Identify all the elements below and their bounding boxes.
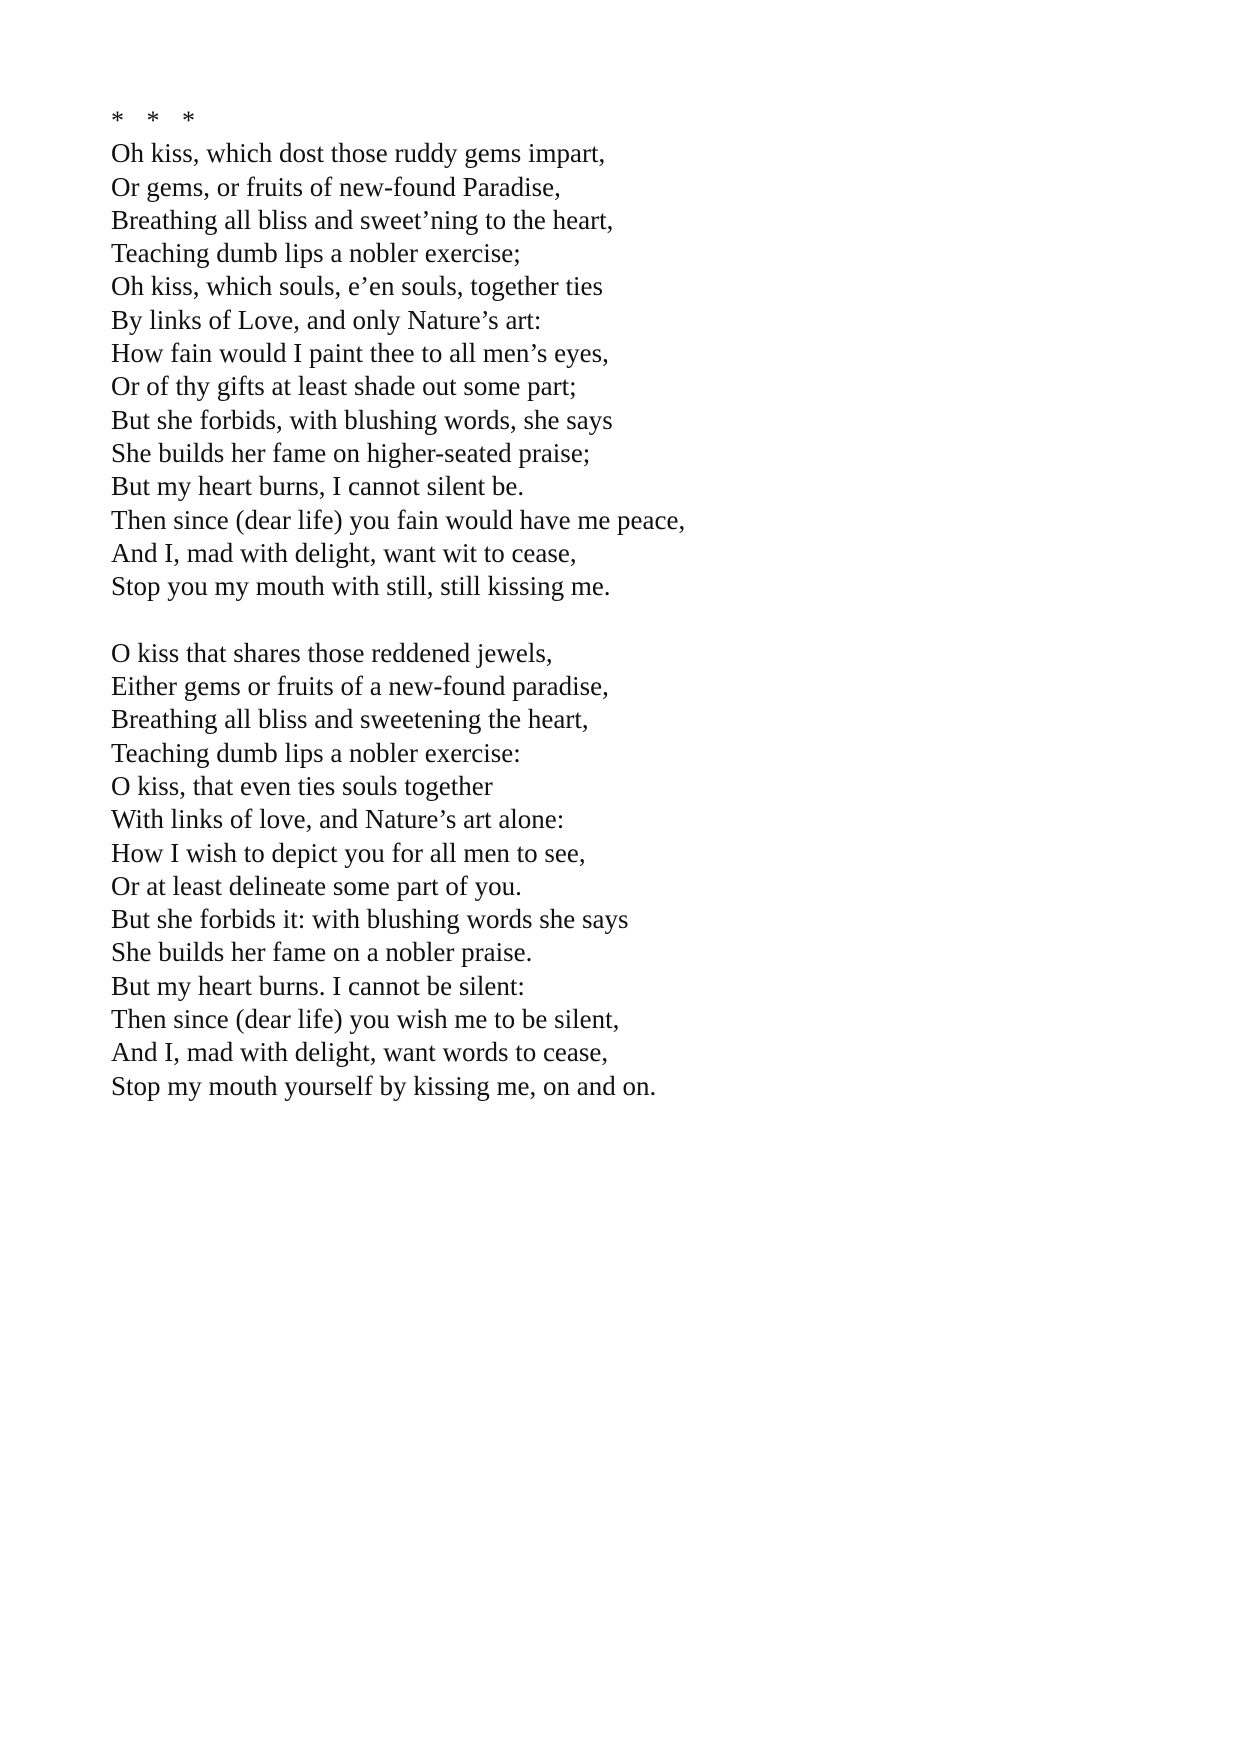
poem-line: But she forbids, with blushing words, she says <box>111 404 613 435</box>
poem-line: With links of love, and Nature’s art alone: <box>111 804 565 835</box>
poem-line: And I, mad with delight, want wit to cease, <box>111 537 577 568</box>
poem-line: Then since (dear life) you fain would have me peace, <box>111 504 686 535</box>
poem-line: But my heart burns. I cannot be silent: <box>111 970 525 1001</box>
poem-text <box>111 104 1131 1103</box>
poem-line: And I, mad with delight, want words to cease, <box>111 1037 609 1068</box>
poem-line: Or at least delineate some part of you. <box>111 870 522 901</box>
poem-line: She builds her fame on a nobler praise. <box>111 937 533 968</box>
poem-line: Or gems, or fruits of new-found Paradise, <box>111 171 561 202</box>
poem-line: How fain would I paint thee to all men’s eyes, <box>111 338 609 369</box>
section-marker: * * * <box>111 106 203 135</box>
stanza-modern <box>111 637 1131 1103</box>
poem-line: Breathing all bliss and sweet’ning to the heart, <box>111 204 614 235</box>
poem-line: Stop my mouth yourself by kissing me, on and on. <box>111 1070 657 1101</box>
poem-line: Stop you my mouth with still, still kissing me. <box>111 571 611 602</box>
poem-line: She builds her fame on higher-seated praise; <box>111 437 591 468</box>
poem-line: But my heart burns, I cannot silent be. <box>111 471 525 502</box>
poem-line: Then since (dear life) you wish me to be silent, <box>111 1004 620 1035</box>
poem-line: O kiss, that even ties souls together <box>111 770 493 801</box>
poem-line: Oh kiss, which souls, e’en souls, together ties <box>111 271 603 302</box>
poem-line: Either gems or fruits of a new-found paradise, <box>111 671 609 702</box>
poem-line: By links of Love, and only Nature’s art: <box>111 304 542 335</box>
poem-line: Oh kiss, which dost those ruddy gems impart, <box>111 138 606 169</box>
poem-line: Teaching dumb lips a nobler exercise; <box>111 238 521 269</box>
poem-line: Or of thy gifts at least shade out some part; <box>111 371 577 402</box>
poem-line: Teaching dumb lips a nobler exercise: <box>111 737 521 768</box>
poem-line: O kiss that shares those reddened jewels, <box>111 637 553 668</box>
poem-line: But she forbids it: with blushing words she says <box>111 904 629 935</box>
poem-line: Breathing all bliss and sweetening the heart, <box>111 704 589 735</box>
poem-line: How I wish to depict you for all men to see, <box>111 837 586 868</box>
stanza-original <box>111 137 1131 603</box>
